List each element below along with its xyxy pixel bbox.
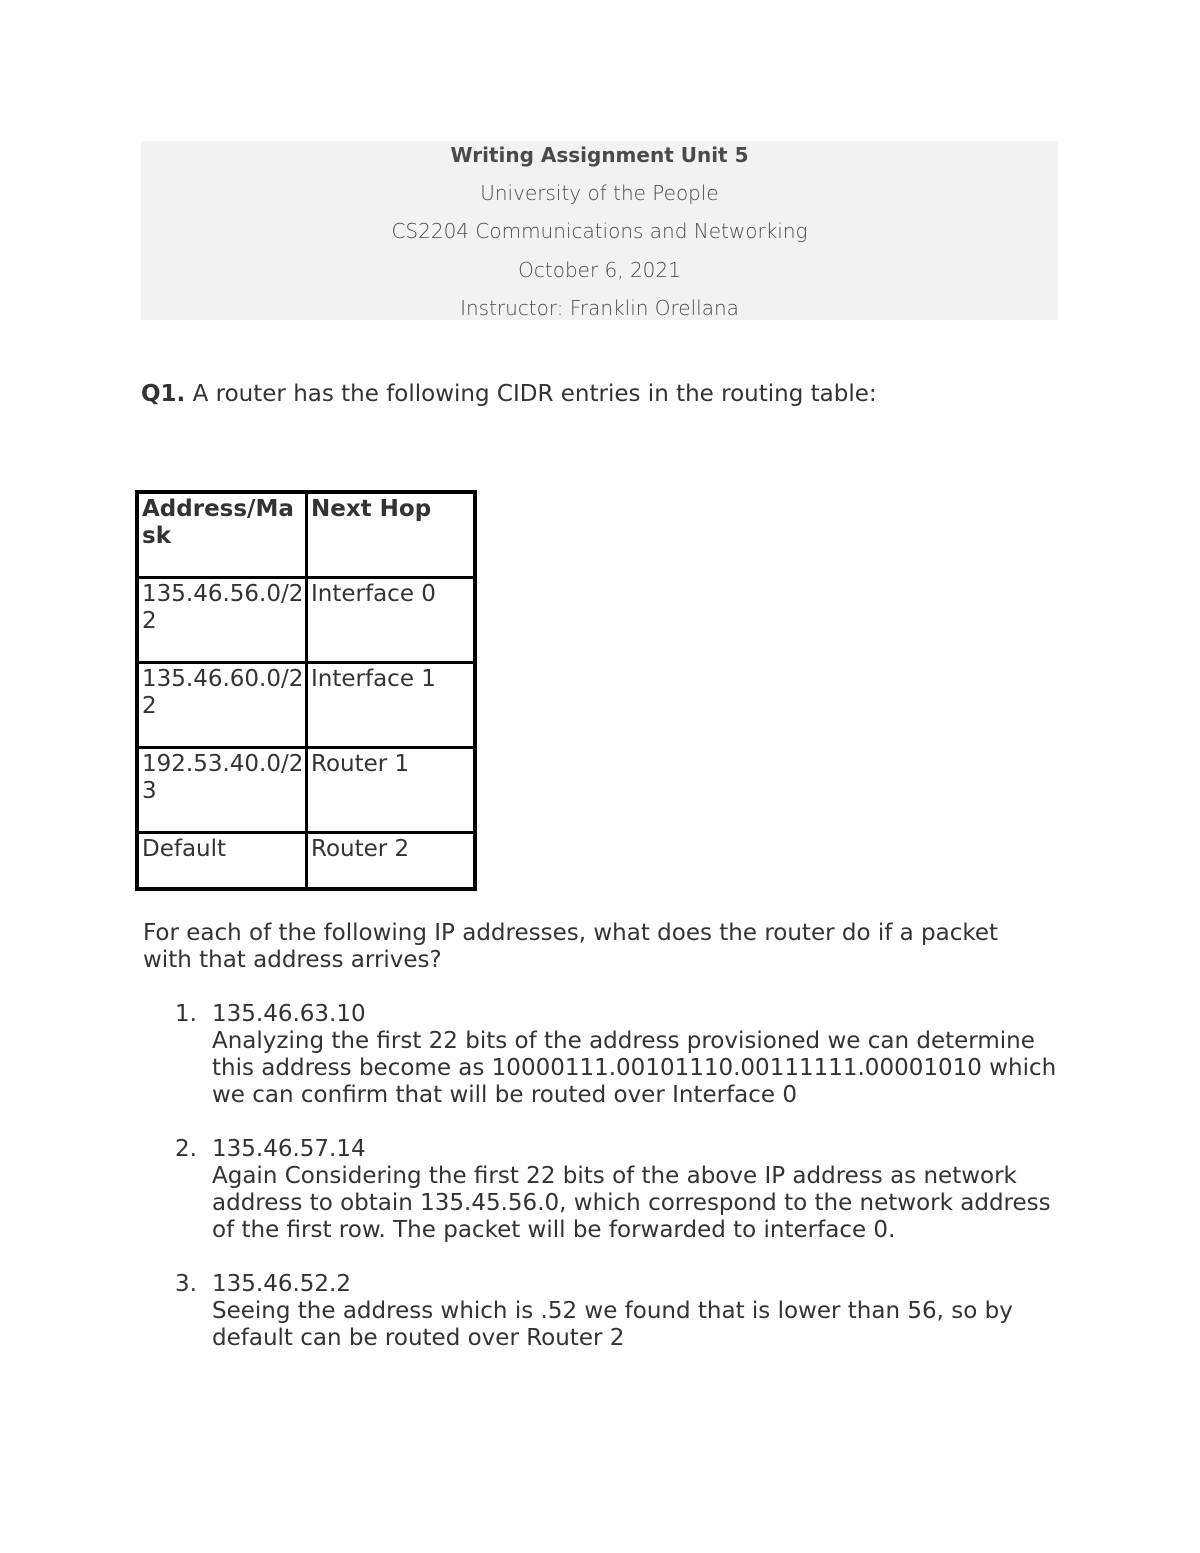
document-date: October 6, 2021: [518, 258, 681, 282]
answer-text: Again Considering the first 22 bits of the above IP address as network address to obtain 135.45.56.0, which correspond to the network address of the first row. The packet will be forwarded to interface 0.: [212, 1163, 1051, 1243]
answer-ip: 135.46.63.10: [212, 1001, 366, 1027]
answer-ip: 135.46.57.14: [212, 1136, 366, 1162]
cell-next-hop: Interface 1: [307, 662, 476, 747]
question-1-text: A router has the following CIDR entries in the routing table:: [185, 381, 877, 407]
university-name: University of the People: [480, 181, 719, 205]
answer-text: Seeing the address which is .52 we found that is lower than 56, so by default can be routed over Router 2: [212, 1298, 1013, 1351]
answer-ip: 135.46.52.2: [212, 1271, 351, 1297]
title-block: [141, 141, 1058, 320]
table-row: [137, 662, 475, 747]
cell-next-hop: Router 1: [307, 747, 476, 832]
answer-number: 2.: [175, 1136, 197, 1162]
answer-list: [175, 1001, 1075, 1379]
table-row: [137, 747, 475, 832]
question-1-heading: [141, 380, 877, 408]
list-item: [175, 1001, 1075, 1109]
cell-next-hop: Router 2: [307, 832, 476, 889]
instructor-name: Instructor: Franklin Orellana: [460, 296, 739, 320]
list-item: [175, 1271, 1075, 1352]
table-row: [137, 832, 475, 889]
answer-text: Analyzing the first 22 bits of the address provisioned we can determine this address become as 10000111.00101110.00111111.00001010 which we can confirm that will be routed over Interface 0: [212, 1028, 1057, 1108]
cell-address: 192.53.40.0/23: [137, 747, 307, 832]
cell-address: Default: [137, 832, 307, 889]
header-next-hop: Next Hop: [307, 492, 476, 577]
table-header-row: [137, 492, 475, 577]
answer-number: 3.: [175, 1271, 197, 1297]
header-address-mask: Address/Mask: [137, 492, 307, 577]
document-title: Writing Assignment Unit 5: [450, 143, 749, 167]
cell-address: 135.46.56.0/22: [137, 577, 307, 662]
list-item: [175, 1136, 1075, 1244]
cell-next-hop: Interface 0: [307, 577, 476, 662]
answer-number: 1.: [175, 1001, 197, 1027]
routing-table: [135, 490, 477, 891]
question-text: For each of the following IP addresses, what does the router do if a packet with that address arrives?: [143, 920, 999, 973]
course-name: CS2204 Communications and Networking: [391, 219, 808, 243]
question-1-label: Q1.: [141, 381, 186, 407]
cell-address: 135.46.60.0/22: [137, 662, 307, 747]
table-row: [137, 577, 475, 662]
